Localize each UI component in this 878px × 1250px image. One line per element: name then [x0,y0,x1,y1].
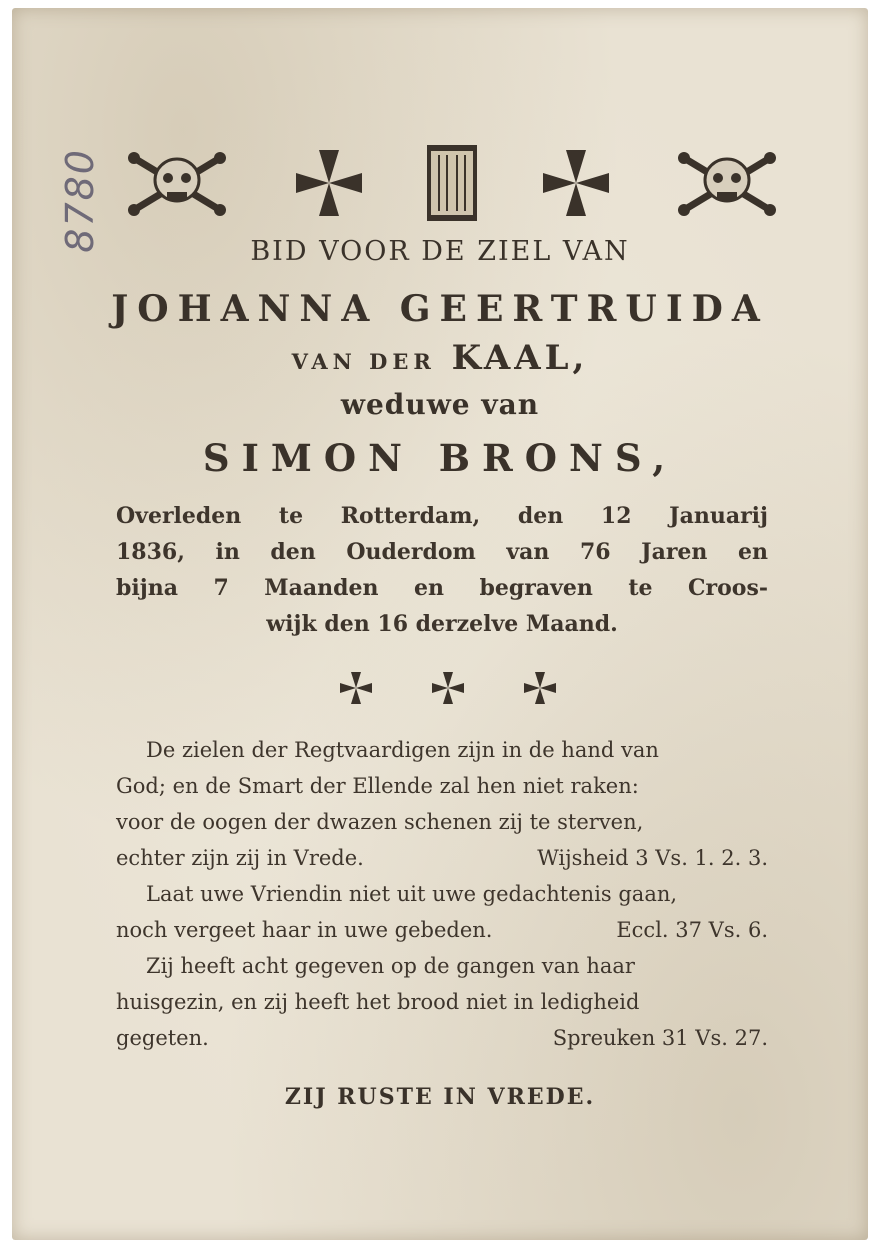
cross-icon [430,670,466,706]
prayer-heading: BID VOOR DE ZIEL VAN [250,236,630,267]
widow-of-text: weduwe van [340,388,540,421]
cross-pattee-icon [541,148,611,218]
closing-blessing: ZIJ RUSTE IN VREDE. [284,1084,596,1110]
details-line: bijna 7 Maanden en begraven te Croos- [116,575,768,601]
details-line: wijk den 16 derzelve Maand. [266,611,618,637]
details-line: Overleden te Rotterdam, den 12 Januarij [116,503,768,529]
deceased-name-line2 [12,338,868,378]
cross-icon [522,670,558,706]
scripture-line: voor de oogen der dwazen schenen zij te sterven, [116,810,644,834]
scripture-line: huisgezin, en zij heeft het brood niet in ledigheid [116,990,640,1014]
scripture-line: gegeten. Spreuken 31 Vs. 27. [116,1026,768,1050]
tablet-icon [425,145,479,221]
scripture-line: De zielen der Regtvaardigen zijn in de hand van [146,738,659,762]
details-line: 1836, in den Ouderdom van 76 Jaren en [116,539,768,565]
death-details [116,498,768,642]
skull-crossbones-icon [122,148,232,218]
separator-crosses [338,668,558,708]
cross-pattee-icon [294,148,364,218]
catalog-number: 8780 [58,148,102,253]
top-ornaments [122,138,782,228]
cross-icon [338,670,374,706]
name-prefix: VAN DER [291,349,436,374]
skull-crossbones-icon [672,148,782,218]
deceased-name-line1: JOHANNA GEERTRUIDA [111,288,769,330]
surname: KAAL, [451,338,589,378]
scripture-line: Laat uwe Vriendin niet uit uwe gedachtenis gaan, [146,882,678,906]
scripture-line: Zij heeft acht gegeven op de gangen van haar [146,954,635,978]
scripture-passages [116,732,768,1056]
scripture-line: God; en de Smart der Ellende zal hen niet raken: [116,774,639,798]
husband-name: SIMON BRONS, [202,436,678,480]
memorial-card [12,8,868,1240]
scripture-line: echter zijn zij in Vrede. Wijsheid 3 Vs. 1. 2. 3. [116,846,768,870]
scripture-line: noch vergeet haar in uwe gebeden. Eccl. 37 Vs. 6. [116,918,768,942]
